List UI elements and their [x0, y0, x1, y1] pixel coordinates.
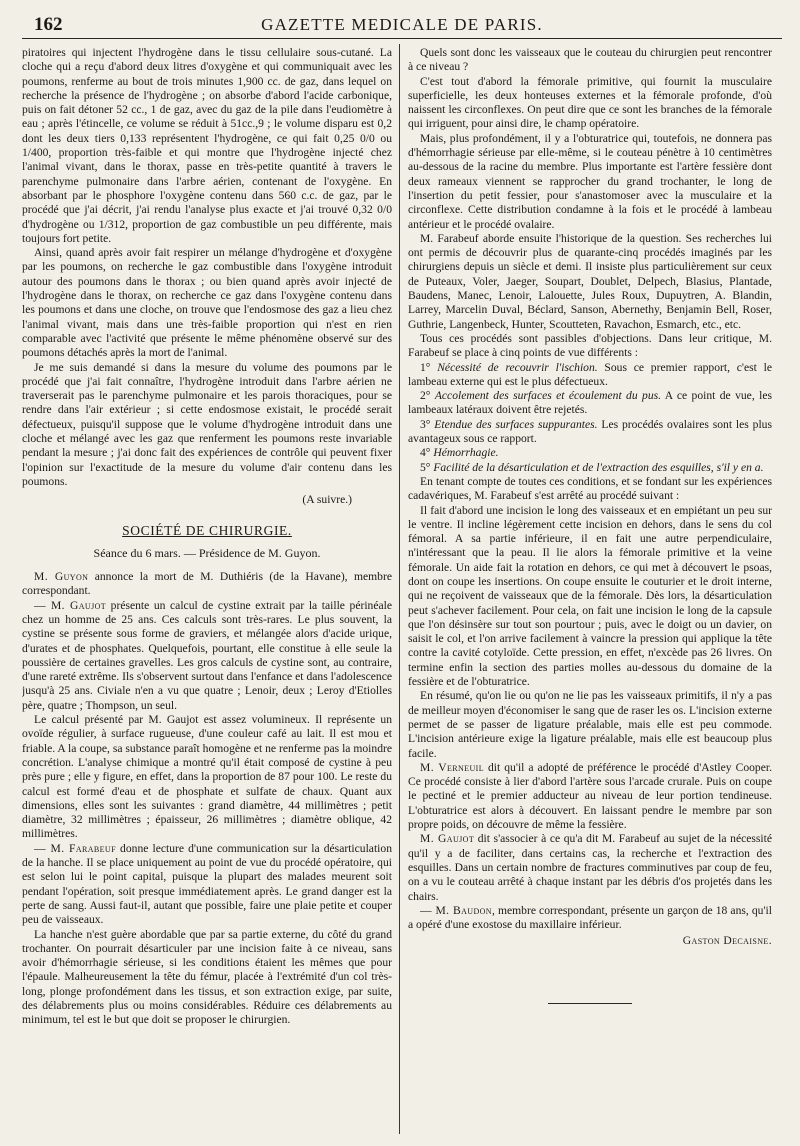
speaker-name: M. Verneuil — [420, 760, 484, 774]
column-divider — [399, 44, 400, 1134]
list-heading: Etendue des surfaces suppurantes. — [434, 417, 598, 431]
list-number: 5° — [420, 460, 431, 474]
author-signature: Gaston Decaisne. — [682, 934, 772, 948]
paragraph — [22, 842, 392, 928]
list-heading: Hémorrhagie. — [433, 446, 499, 460]
list-number: 2° — [420, 389, 431, 403]
speaker-name: M. Gaujot — [420, 832, 475, 846]
list-number: 3° — [420, 417, 431, 431]
page-number: 162 — [34, 14, 63, 35]
list-item — [408, 418, 772, 447]
paragraph: Ainsi, quand après avoir fait respirer un mélange d'hydrogène et d'oxygène par les poumons, on recherche le gaz combustible dans l'oxygène introduit autour des poumons dans le thorax ; ou bien quand après avoir injecté de l'hydrogène dans le thorax, on recherche ce gaz dans l'oxygène contenu dans les poumons et dans une cloche, on trouve que l'endosmose des gaz a lieu chez l'animal vivant, mais dans une très-faible proportion qui n'est en rien comparable avec l'activité que présente le même phénomène observé sur des poumons détachés après la mort de l'animal. — [22, 246, 392, 360]
list-heading: Facilité de la désarticulation et de l'extraction des esquilles, s'il y en a. — [433, 460, 764, 474]
speaker-name: M. Guyon — [34, 570, 89, 584]
end-rule — [548, 1003, 632, 1004]
paragraph: M. Farabeuf aborde ensuite l'historique de la question. Ses recherches lui ont permis de découvrir plus de quarante-cinq procédés imaginés par les chirurgiens depuis un siècle et demi. Il insiste plus particulièrement sur ceux de Puteaux, Voler, Jaeger, Soupart, Doublet, Delpech, Blasius, Plantade, Baudens, Manec, Lenoir, Lalouette, Jules Roux, Dupuytren, A. Blandin, Larrey, Marcelin Duval, Béclard, Sanson, Abernethy, Benjamin Bell, Roser, Guthrie, Langenbeck, Hunter, Scoutteten, Ravachon, Esmarch, etc., etc. — [408, 231, 772, 331]
list-number: 1° — [420, 360, 431, 374]
paragraph-text: dit qu'il a adopté de préférence le procédé d'Astley Cooper. Ce procédé consiste à lier d'abord l'artère sous l'arcade crurale. Puis on coupe le pectiné et le premier adducteur au niveau de leur portion tendineuse. L'obturatrice est alors à découvert. En laissant pendre le membre par son propre poids, on découvre de même la fessière. — [408, 760, 772, 832]
list-item — [408, 446, 772, 460]
paragraph — [408, 832, 772, 903]
paragraph: Le calcul présenté par M. Gaujot est assez volumineux. Il représente un ovoïde régulier, à surface rugueuse, d'une couleur café au lait. Il est mou et friable. A la coupe, sa substance paraît homogène et ne renferme pas la moindre concrétion. L'analyse chimique a montré qu'il était composé de cystine à peu près pure ; elle y figure, en effet, dans la proportion de 87 pour 100. Le reste du calcul est formé d'eau et de phosphate et sulfate de chaux. Quant aux dimensions, elles sont les suivantes : grand diamètre, 44 millimètres ; petit diamètre, 32 millimètres ; épaisseur, 26 millimètres ; diamètre oblique, 42 millimètres. — [22, 713, 392, 841]
paragraph: Tous ces procédés sont passibles d'objections. Dans leur critique, M. Farabeuf se place à cinq points de vue différents : — [408, 331, 772, 360]
paragraph-text: , membre correspondant, présente un garçon de 18 ans, qu'il a opéré d'une exostose du maxillaire inférieur. — [408, 903, 772, 932]
paragraph: Quels sont donc les vaisseaux que le couteau du chirurgien peut rencontrer à ce niveau ? — [408, 46, 772, 74]
right-column — [408, 46, 772, 1136]
paragraph: En résumé, qu'on lie ou qu'on ne lie pas les vaisseaux primitifs, il n'y a pas de meilleur moyen d'économiser le sang que de raser les os. L'incision externe permet de se passer de ligature préalable, mais elle est peu commode. L'incision antérieure exige la ligature préalable, mais elle est beaucoup plus facile. — [408, 689, 772, 760]
list-heading: Nécessité de recouvrir l'ischion. — [437, 360, 598, 374]
paragraph: En tenant compte de toutes ces conditions, et se fondant sur les expériences cadavériques, M. Farabeuf s'est arrêté au procédé suivant : — [408, 474, 772, 503]
section-title: SOCIÉTÉ DE CHIRURGIE. — [122, 522, 292, 538]
paragraph: Mais, plus profondément, il y a l'obturatrice qui, toutefois, ne donnera pas d'hémorrhagie sérieuse par elle-même, si le couteau pénètre à 10 centimètres au-dessous de la racine du membre. Plus importante est l'artère fessière dont deux rameaux viennent se rapprocher du grand trochanter, le long de l'insertion du petit fessier, pour s'anastomoser avec la musculaire et la circonflexe. Cette distribution condamne à la fois et le procédé à lambeau antérieur et le procédé ovalaire. — [408, 131, 772, 231]
paragraph: Il fait d'abord une incision le long des vaisseaux et en empiétant un peu sur le ventre. Il incline légèrement cette incision en dehors, dans le sens du col fémoral. A sa partie inférieure, il en fait une autre perpendiculaire, n'intéressant que la peau. Il lie alors la fémorale primitive et la veine fémorale. Un aide fait la rotation en dehors, ce qui met à découvert le psoas, dont on coupe les insertions. On coupe ensuite le couturier et le droit interne, qui ne reçoivent de vaisseaux que de la fémorale. Dès lors, la désarticulation peut s'achever facilement. Pour cela, on fait une incision le long de la capsule que l'on désinsère sur tout son pourtour ; puis, avec le doigt ou un davier, on saisit le col, et l'on arrive facilement à vaincre la pression qui applique la tête contre la cavité cotyloïde. Cette pression, en effet, n'excède pas 26 livres. On termine enfin la section des parties molles au-dessous du domaine de la fessière et de l'obturatrice. — [408, 503, 772, 689]
page-header — [22, 12, 782, 39]
paragraph — [22, 570, 392, 599]
speaker-name: — M. Gaujot — [34, 598, 107, 612]
list-text: Les procédés ovalaires sont les plus avantageux sous ce rapport. — [408, 417, 772, 446]
to-be-continued: (A suivre.) — [302, 493, 352, 507]
paragraph-text: présente un calcul de cystine extrait par la taille périnéale chez un homme de 25 ans. Ces calculs sont très-rares. Le plus souvent, la cystine se présente sous forme de graviers, et mélangée alors d'acide urique, d'urates et de phosphates. Quelquefois, pourtant, elle constitue à elle seule la poussière de certaines gravelles. Les gros calculs de cystine sont, au contraire, d'une rareté extrême. Ils s'observent surtout dans l'enfance et dans l'adolescence jusqu'à 25 ans. Civiale n'en a vu que quatre ; Lenoir, deux ; Leroy d'Etiolles père, quatre ; Thompson, un seul. — [22, 598, 392, 712]
list-text: A ce point de vue, les lambeaux latéraux doivent être rejetés. — [408, 389, 772, 417]
paragraph — [408, 904, 772, 933]
list-item — [408, 389, 772, 418]
list-item — [408, 361, 772, 390]
paragraph-text: annonce la mort de M. Duthiéris (de la Havane), membre correspondant. — [22, 570, 392, 598]
speaker-name: — M. Farabeuf — [34, 841, 116, 855]
paragraph-text: dit s'associer à ce qu'a dit M. Farabeuf au sujet de la nécessité qu'il y a de faciliter, dans certains cas, la recherche et l'extraction des esquilles. Dans un certain nombre de fractures comminutives par coup de feu, on a vu le couteau arrêté à chaque instant par les débris d'os projetés dans les chairs. — [408, 832, 772, 903]
list-number: 4° — [420, 446, 431, 460]
left-column — [22, 46, 392, 1136]
paragraph-text: donne lecture d'une communication sur la désarticulation de la hanche. Il se place uniquement au point de vue du procédé opératoire, qui est selon lui le point capital, puisque la plupart des malades meurent soit pendant l'opération, soit presque immédiatement après. Le grand danger est la perte de sang. Aussi faut-il, autant que possible, faire une plaie petite et couper peu de vaisseaux. — [22, 841, 392, 927]
speaker-name: — M. Baudon — [420, 903, 492, 917]
session-heading: Séance du 6 mars. — Présidence de M. Guyon. — [93, 545, 321, 560]
paragraph: La hanche n'est guère abordable que par sa partie externe, du côté du grand trochanter. On pourrait désarticuler par une incision faite à ce niveau, sans avoir d'hémorrhagie sérieuse, si les conditions étaient les mêmes que pour l'épaule. Malheureusement la tête du fémur, placée à l'extrémité d'un col très-long, plonge profondément dans les tissus, et son extraction exige, par suite, des délabrements plus ou moins considérables. Réduire ces délabrements au minimum, tel est le but que doit se proposer le chirurgien. — [22, 927, 392, 1027]
list-text: Sous ce premier rapport, c'est le lambeau externe qui est le plus défectueux. — [408, 360, 772, 388]
list-heading: Accolement des surfaces et écoulement du pus. — [434, 389, 662, 403]
list-item — [408, 461, 772, 475]
paragraph — [408, 761, 772, 832]
paragraph — [22, 599, 392, 713]
paragraph: piratoires qui injectent l'hydrogène dans le tissu cellulaire sous-cutané. La cloche qui a reçu d'abord deux litres d'oxygène et qui communiquait avec les poumons, renferme au bout de trois minutes 1,900 cc. de gaz, dans lequel on recherche la présence de l'hydrogène ; on absorbe d'abord l'acide carbonique, puis on fait détoner 52 cc., 1 de gaz, avec du gaz de la pile dans l'eudiomètre à eau ; après l'étincelle, ce volume se réduit à 51cc.,9 ; le volume disparu est 0,2 dont les deux tiers 0,133 représentent l'hydrogène, ce qui fait 0,25 0/0 ou 1/400, proportion très-faible et qui montre que l'hydrogène injecté chez l'animal vivant, dans le thorax, passe en très-petite quantité à travers le parenchyme pulmonaire dans l'arbre aérien, contenant de l'oxygène. En absorbant par le phosphore l'oxygène contenu dans 560 c.c. de gaz, par le procédé que j'ai décrit, j'ai rendu l'analyse plus exacte et j'ai trouvé 0,32 0/0 d'hydrogène ou 1/312, proportion de gaz combustible un peu différente, mais toujours fort petite. — [22, 46, 392, 245]
running-title: GAZETTE MEDICALE DE PARIS. — [261, 15, 543, 34]
paragraph: Je me suis demandé si dans la mesure du volume des poumons par le procédé que j'ai fait connaître, l'hydrogène introduit dans l'arbre aérien ne traverserait pas le parenchyme pulmonaire et les parois thoraciques, pour se rendre dans l'air extérieur ; si cette endosmose existait, le procédé serait défectueux, puisqu'il suppose que le volume d'hydrogène introduit dans une cloche et mélangé avec les gaz que renferment les poumons reste invariable pendant la mesure ; j'ai donc fait des expériences de contrôle qui peuvent fixer l'opinion sur l'exactitude de la mesure du volume d'air contenu dans les poumons. — [22, 360, 392, 488]
paragraph: C'est tout d'abord la fémorale primitive, qui fournit la musculaire superficielle, les deux honteuses externes et la fémorale profonde, d'où naissent les circonflexes. On peut dire que ce sont les branches de la fémorale qui irriguent, pour ainsi dire, le champ opératoire. — [408, 74, 772, 131]
